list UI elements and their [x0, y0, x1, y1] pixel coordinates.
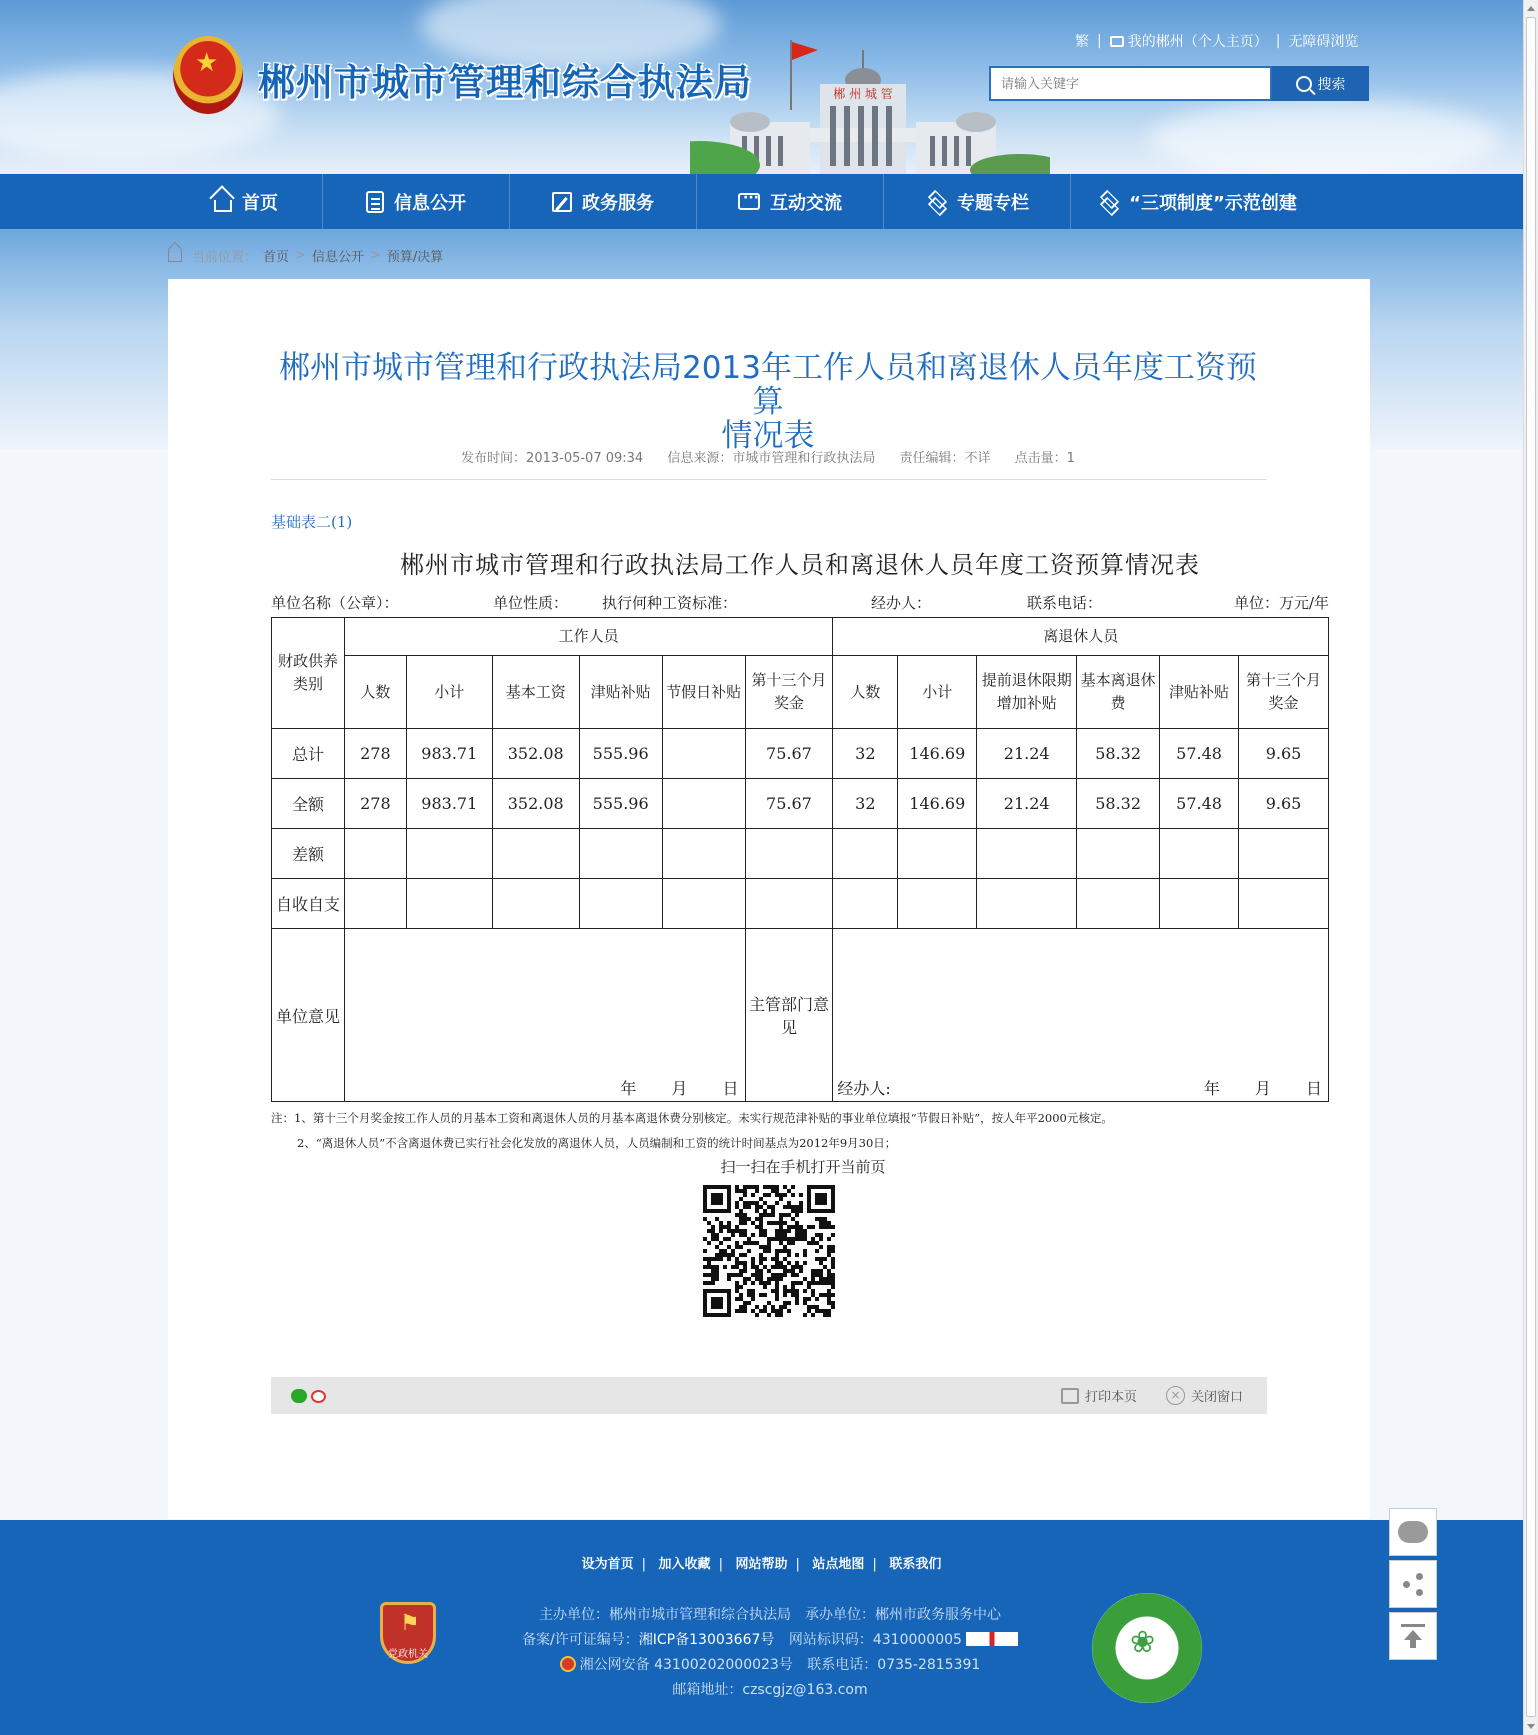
- table-cell: [662, 729, 745, 779]
- table-cell: [1239, 829, 1329, 879]
- table-header-cell: 节假日补贴: [662, 656, 745, 729]
- footer-link-help[interactable]: 网站帮助: [735, 1557, 788, 1572]
- footer-link-sitemap[interactable]: 站点地图: [812, 1557, 865, 1572]
- table-cell: 57.48: [1160, 779, 1239, 829]
- table-cell: [662, 779, 745, 829]
- table-cell: [745, 879, 833, 929]
- nav-item-label: 政务服务: [582, 192, 654, 214]
- table-header-cell: 小计: [898, 656, 977, 729]
- nav-item-special-topics[interactable]: [884, 174, 1071, 229]
- table-header-cell: 基本工资: [492, 656, 579, 729]
- top-utility-links: [1075, 31, 1358, 51]
- handler-line: 经办人:: [837, 1079, 891, 1098]
- table-cell: [344, 879, 406, 929]
- cn-gov-badge[interactable]: [966, 1632, 1018, 1646]
- table-cell: [898, 829, 977, 879]
- nav-item-label: “三项制度”示范创建: [1129, 192, 1297, 214]
- divider: |: [718, 1557, 723, 1572]
- site-id: 网站标识码：4310000005: [788, 1632, 962, 1648]
- table-cell: [492, 829, 579, 879]
- table-cell: 278: [344, 779, 406, 829]
- site-title[interactable]: 郴州市城市管理和综合执法局: [258, 61, 752, 104]
- main-navigation: [0, 174, 1523, 229]
- unit-opinion-label: 单位意见: [272, 929, 345, 1102]
- table-cell: 32: [833, 779, 898, 829]
- footer-link-set-home[interactable]: 设为首页: [581, 1557, 634, 1572]
- table-cell: 32: [833, 729, 898, 779]
- nav-item-government-services[interactable]: [510, 174, 697, 229]
- search-button-label: 搜索: [1317, 76, 1346, 93]
- row-label: 自收自支: [272, 879, 345, 929]
- table-cell: 9.65: [1239, 729, 1329, 779]
- arrow-up-icon: [1401, 1624, 1425, 1648]
- table-header-cell: 第十三个月奖金: [1239, 656, 1329, 729]
- date-line: 年 月 日: [620, 1079, 739, 1098]
- layers-icon: [925, 191, 947, 213]
- site-footer: [0, 1520, 1523, 1735]
- table-cell: 555.96: [579, 779, 662, 829]
- home-icon: [214, 200, 232, 212]
- breadcrumb-separator: >: [295, 248, 306, 263]
- unit-nature-label: 单位性质：: [493, 594, 569, 612]
- table-cell: 146.69: [898, 729, 977, 779]
- article-card: [168, 279, 1370, 1519]
- search-button[interactable]: [1272, 66, 1369, 101]
- article-meta: [268, 447, 1268, 466]
- nav-item-label: 专题专栏: [957, 192, 1029, 214]
- scroll-up-arrow[interactable]: [1527, 6, 1535, 11]
- share-bar: [271, 1377, 1267, 1414]
- table-cell: [745, 829, 833, 879]
- qr-code: [703, 1185, 835, 1317]
- table-row: [272, 879, 1329, 929]
- page-scrollbar[interactable]: [1523, 0, 1538, 1735]
- footer-police-row: [440, 1653, 1100, 1678]
- divider: |: [1097, 33, 1102, 49]
- breadcrumb-link-info[interactable]: 信息公开: [311, 250, 364, 265]
- table-cell: [579, 879, 662, 929]
- footer-email: 邮箱地址：czscgjz@163.com: [672, 1682, 868, 1698]
- unit-label: 单位：万元/年: [1233, 594, 1329, 612]
- info-source: 信息来源：市城市管理和行政执法局: [667, 451, 876, 466]
- table-cell: [344, 829, 406, 879]
- table-cell: 21.24: [977, 729, 1077, 779]
- table-cell: 352.08: [492, 779, 579, 829]
- chat-icon: [738, 193, 760, 210]
- table-cell: 983.71: [406, 729, 492, 779]
- qr-label: 扫一扫在手机打开当前页: [720, 1158, 886, 1176]
- document-icon: [366, 191, 384, 213]
- scroll-down-arrow[interactable]: [1527, 1724, 1535, 1729]
- table-cell: [579, 829, 662, 879]
- breadcrumb-separator: >: [369, 248, 381, 263]
- breadcrumb-link-home[interactable]: 首页: [263, 250, 290, 265]
- unit-opinion-cell: [344, 929, 745, 1102]
- search-icon: [1296, 76, 1312, 92]
- government-building-image: [690, 40, 1050, 174]
- traditional-chinese-link[interactable]: 繁: [1075, 34, 1089, 50]
- icp-link[interactable]: 湘ICP备13003667号: [638, 1632, 775, 1648]
- close-window-button[interactable]: [1166, 1386, 1243, 1405]
- table-header-cell: 人数: [833, 656, 898, 729]
- table-cell: [1077, 829, 1160, 879]
- table-cell: [406, 879, 492, 929]
- phone-label: 联系电话：: [1027, 594, 1103, 612]
- click-count: 点击量：1: [1014, 451, 1075, 466]
- article-title-line: 郴州市城市管理和行政执法局2013年工作人员和离退休人员年度工资预算: [279, 350, 1257, 420]
- footer-info: [440, 1603, 1100, 1703]
- accessibility-link[interactable]: 无障碍浏览: [1288, 34, 1359, 50]
- footer-link-bookmark[interactable]: 加入收藏: [658, 1557, 711, 1572]
- table-cell: 75.67: [745, 729, 833, 779]
- wage-standard-label: 执行何种工资标准：: [602, 594, 738, 612]
- publish-time: 发布时间：2013-05-07 09:34: [461, 451, 644, 466]
- police-badge-icon: [560, 1656, 576, 1672]
- wechat-share-icon[interactable]: [291, 1389, 307, 1403]
- article-title-line: 情况表: [721, 418, 815, 454]
- dept-opinion-cell: [833, 929, 1329, 1102]
- table-row: [272, 779, 1329, 829]
- police-record[interactable]: 湘公网安备 43100202000023号: [579, 1657, 793, 1673]
- row-label: 总计: [272, 729, 345, 779]
- table-cell: 352.08: [492, 729, 579, 779]
- weibo-share-icon[interactable]: [311, 1390, 326, 1403]
- national-emblem-logo[interactable]: [173, 36, 243, 114]
- table-cell: 555.96: [579, 729, 662, 779]
- home-icon: [168, 250, 182, 262]
- header-cloud: [1150, 100, 1500, 174]
- table-cell: [492, 879, 579, 929]
- divider: |: [641, 1557, 647, 1572]
- table-cell: 75.67: [745, 779, 833, 829]
- footer-icp-row: [440, 1628, 1100, 1653]
- scroll-thumb[interactable]: [1526, 17, 1536, 1717]
- nav-item-interaction[interactable]: [697, 174, 884, 229]
- building-sign: 郴 州 城 管: [833, 87, 893, 101]
- dept-opinion-label: 主管部门意见: [745, 929, 833, 1102]
- footer-phone: 联系电话：0735-2815391: [807, 1657, 981, 1673]
- table-cell: [977, 879, 1077, 929]
- table-info-row: [271, 592, 1329, 614]
- table-cell: 58.32: [1077, 779, 1160, 829]
- unit-name-label: 单位名称（公章）：: [271, 594, 399, 612]
- table-cell: 21.24: [977, 779, 1077, 829]
- table-cell: [406, 829, 492, 879]
- table-cell: [1077, 879, 1160, 929]
- nav-item-label: 首页: [242, 192, 278, 214]
- nav-item-three-systems[interactable]: [1071, 174, 1323, 229]
- close-label: 关闭窗口: [1191, 1390, 1244, 1405]
- breadcrumb-prefix: 当前位置：: [192, 250, 258, 265]
- float-share-button[interactable]: [1389, 1560, 1437, 1608]
- my-chenzhou-link[interactable]: [1110, 31, 1268, 51]
- footer-link-contact[interactable]: 联系我们: [889, 1557, 942, 1572]
- divider: |: [795, 1557, 800, 1572]
- table-cell: 983.71: [406, 779, 492, 829]
- table-cell: 278: [344, 729, 406, 779]
- table-cell: 146.69: [898, 779, 977, 829]
- table-cell: 9.65: [1239, 779, 1329, 829]
- table-row-opinions: [272, 929, 1329, 1102]
- breadcrumb: [168, 246, 443, 265]
- handler-label: 经办人：: [871, 594, 932, 612]
- my-chenzhou-label: 我的郴州（个人主页）: [1127, 34, 1268, 50]
- table-cell: [898, 879, 977, 929]
- wechat-icon: [1398, 1521, 1428, 1543]
- table-cell: [977, 829, 1077, 879]
- table-header-cell: 第十三个月奖金: [745, 656, 833, 729]
- article-title: [268, 351, 1268, 453]
- salary-budget-table: [271, 617, 1329, 1102]
- table-cell: [1160, 879, 1239, 929]
- footer-sponsor: 主办单位：郴州市城市管理和综合执法局 承办单位：郴州市政务服务中心: [539, 1607, 1001, 1623]
- nav-item-info-disclosure[interactable]: [323, 174, 510, 229]
- edit-icon: [552, 192, 572, 212]
- print-button[interactable]: [1061, 1386, 1137, 1405]
- table-cell: [1239, 879, 1329, 929]
- layers-icon: [1097, 191, 1119, 213]
- nav-item-home[interactable]: [170, 174, 323, 229]
- table-cell: 57.48: [1160, 729, 1239, 779]
- table-row: [272, 829, 1329, 879]
- responsible-editor: 责任编辑：不详: [899, 451, 991, 466]
- monitor-icon: [1110, 36, 1124, 47]
- icp-label: 备案/许可证编号：: [522, 1632, 639, 1648]
- table-header-category: 财政供养类别: [272, 618, 345, 729]
- divider: |: [872, 1557, 877, 1572]
- printer-icon: [1061, 1388, 1079, 1404]
- share-icon: [1401, 1572, 1425, 1596]
- print-label: 打印本页: [1085, 1390, 1138, 1405]
- basic-table-label: 基础表二(1): [271, 513, 353, 531]
- table-title: 郴州市城市管理和行政执法局工作人员和离退休人员年度工资预算情况表: [400, 551, 1200, 579]
- divider: |: [1275, 33, 1281, 49]
- divider: [271, 479, 1267, 480]
- nav-item-label: 信息公开: [394, 192, 466, 214]
- table-cell: [662, 879, 745, 929]
- breadcrumb-link-budget[interactable]: 预算/决算: [386, 250, 444, 265]
- close-icon: ×: [1166, 1386, 1185, 1405]
- date-line: 年 月 日: [1203, 1079, 1322, 1098]
- table-header-cell: 小计: [406, 656, 492, 729]
- table-header-retired: 离退休人员: [833, 618, 1329, 656]
- table-cell: 58.32: [1077, 729, 1160, 779]
- table-header-cell: 津贴补贴: [1160, 656, 1239, 729]
- search-input[interactable]: [989, 66, 1272, 101]
- back-to-top-button[interactable]: [1389, 1612, 1437, 1660]
- table-notes: [271, 1106, 1329, 1156]
- row-label: 差额: [272, 829, 345, 879]
- table-header-cell: 津贴补贴: [579, 656, 662, 729]
- note-line: 注：1、第十三个月奖金按工作人员的月基本工资和离退休人员的月基本离退休费分别核定。未实行规范津补贴的事业单位填报“节假日补贴”，按人年平2000元核定。: [271, 1111, 1113, 1125]
- table-header-cell: 基本离退休费: [1077, 656, 1160, 729]
- row-label: 全额: [272, 779, 345, 829]
- table-cell: [833, 879, 898, 929]
- table-header-cell: 人数: [344, 656, 406, 729]
- table-cell: [662, 829, 745, 879]
- footer-links: [0, 1553, 1523, 1572]
- table-cell: [1160, 829, 1239, 879]
- table-header-staff: 工作人员: [344, 618, 833, 656]
- table-row: [272, 729, 1329, 779]
- table-cell: [833, 829, 898, 879]
- float-wechat-button[interactable]: [1389, 1508, 1437, 1556]
- note-line: 2、“离退休人员”不含离退休费已实行社会化发放的离退休人员，人员编制和工资的统计时间基点为2012年9月30日；: [297, 1136, 897, 1150]
- party-government-badge[interactable]: ⚑ 党政机关: [380, 1602, 436, 1664]
- site-header: [0, 0, 1523, 174]
- nav-item-label: 互动交流: [770, 192, 842, 214]
- civilized-website-badge[interactable]: [1092, 1593, 1202, 1703]
- table-header-cell: 提前退休限期增加补贴: [977, 656, 1077, 729]
